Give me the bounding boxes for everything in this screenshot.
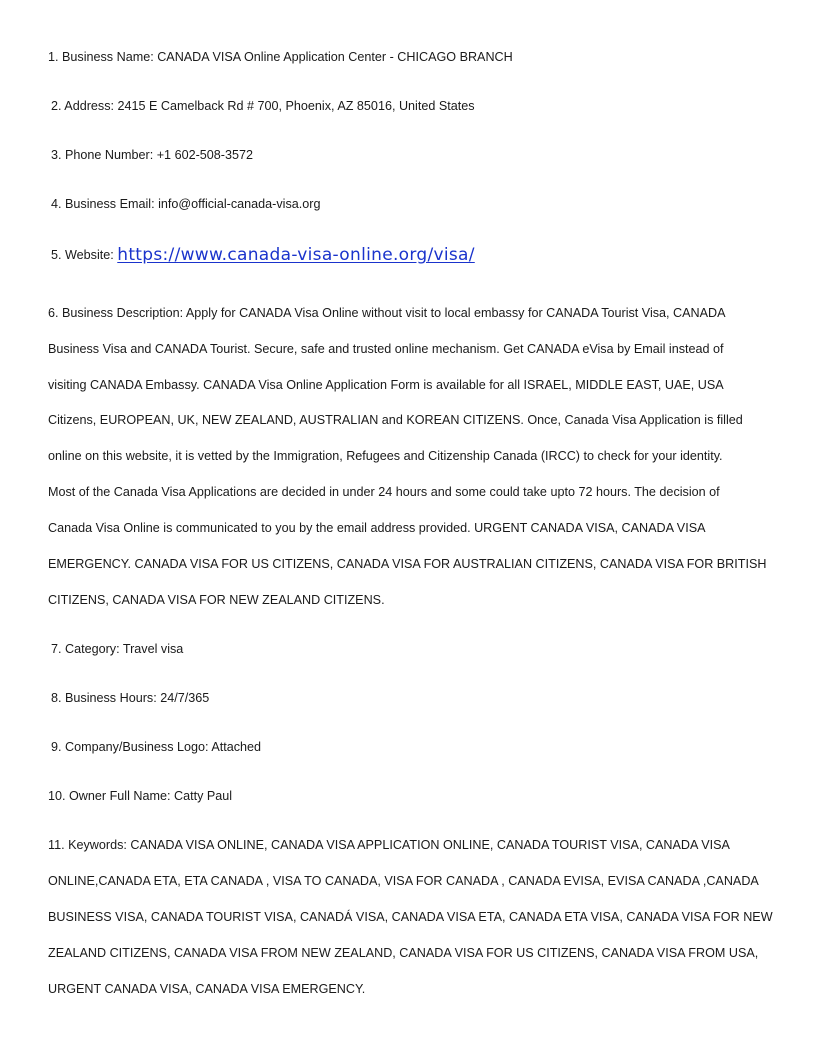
email-line: 4. Business Email: info@official-canada-visa.org <box>51 197 321 211</box>
website-line <box>51 247 773 263</box>
business-hours-line: 8. Business Hours: 24/7/365 <box>51 691 210 705</box>
phone-line: 3. Phone Number: +1 602-508-3572 <box>51 148 253 162</box>
website-label: 5. Website: <box>51 248 118 262</box>
keywords-line: ONLINE,CANADA ETA, ETA CANADA , VISA TO CANADA, VISA FOR CANADA , CANADA EVISA, EVISA CANADA ,CANADA <box>48 874 759 888</box>
category-line: 7. Category: Travel visa <box>51 642 184 656</box>
logo-line: 9. Company/Business Logo: Attached <box>51 740 262 754</box>
business-name-line: 1. Business Name: CANADA VISA Online Application Center - CHICAGO BRANCH <box>48 50 513 64</box>
description-line: visiting CANADA Embassy. CANADA Visa Online Application Form is available for all ISRAEL, MIDDLE EAST, UAE, USA <box>48 378 724 392</box>
description-line: CITIZENS, CANADA VISA FOR NEW ZEALAND CITIZENS. <box>48 593 385 607</box>
description-line: Most of the Canada Visa Applications are decided in under 24 hours and some could take upto 72 hours. The decision of <box>48 485 720 499</box>
description-line: 6. Business Description: Apply for CANADA Visa Online without visit to local embassy for CANADA Tourist Visa, CANADA <box>48 306 726 320</box>
description-line: online on this website, it is vetted by the Immigration, Refugees and Citizenship Canada (IRCC) to check for your identity. <box>48 449 723 463</box>
owner-line: 10. Owner Full Name: Catty Paul <box>48 789 233 803</box>
description-line: EMERGENCY. CANADA VISA FOR US CITIZENS, CANADA VISA FOR AUSTRALIAN CITIZENS, CANADA VISA FOR BRITISH <box>48 557 767 571</box>
keywords-line: BUSINESS VISA, CANADA TOURIST VISA, CANADÁ VISA, CANADA VISA ETA, CANADA ETA VISA, CANADA VISA FOR NEW <box>48 910 773 924</box>
description-line: Business Visa and CANADA Tourist. Secure, safe and trusted online mechanism. Get CANADA eVisa by Email instead of <box>48 342 724 356</box>
keywords-line: URGENT CANADA VISA, CANADA VISA EMERGENCY. <box>48 982 366 996</box>
description-line: Canada Visa Online is communicated to you by the email address provided. URGENT CANADA VISA, CANADA VISA <box>48 521 706 535</box>
address-line: 2. Address: 2415 E Camelback Rd # 700, Phoenix, AZ 85016, United States <box>51 99 475 113</box>
keywords-line: ZEALAND CITIZENS, CANADA VISA FROM NEW ZEALAND, CANADA VISA FOR US CITIZENS, CANADA VISA FROM USA, <box>48 946 759 960</box>
website-link[interactable]: https://www.canada-visa-online.org/visa/ <box>117 245 475 265</box>
keywords-line: 11. Keywords: CANADA VISA ONLINE, CANADA VISA APPLICATION ONLINE, CANADA TOURIST VISA, CANADA VISA <box>48 838 730 852</box>
description-line: Citizens, EUROPEAN, UK, NEW ZEALAND, AUSTRALIAN and KOREAN CITIZENS. Once, Canada Visa Application is filled <box>48 413 743 427</box>
